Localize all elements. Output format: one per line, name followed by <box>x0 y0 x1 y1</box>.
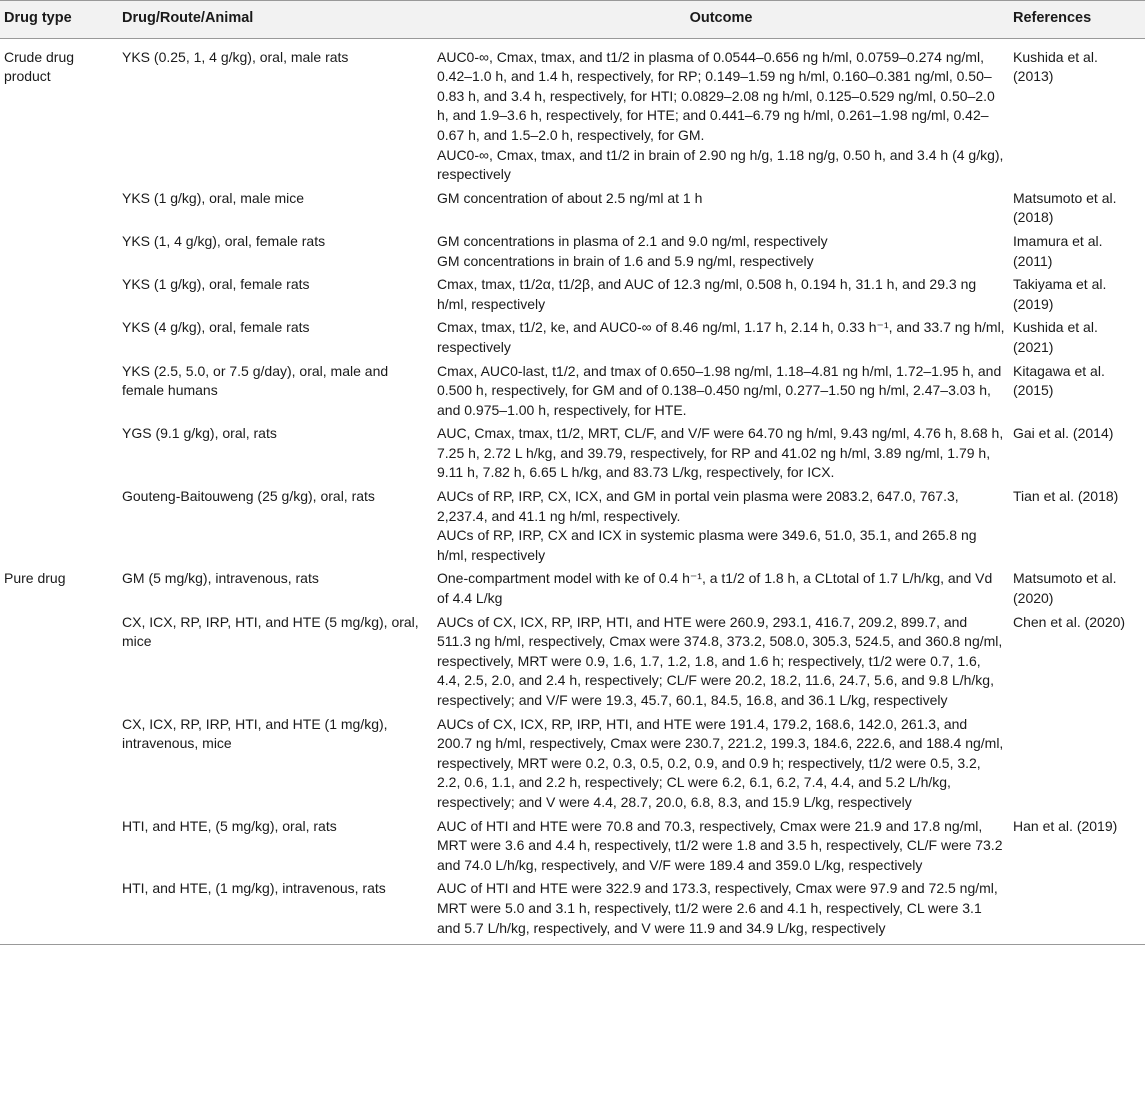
table-row <box>0 816 1145 879</box>
outcome-line: AUCs of CX, ICX, RP, IRP, HTI, and HTE were 260.9, 293.1, 416.7, 209.2, 899.7, and 511.3 ng h/ml, respectively, Cmax were 374.8, 373.2, 508.0, 305.3, 524.5, and 360.8 ng/ml, respectively, MRT were 0.9, 1.6, 1.7, 1.2, 1.8, and 1.6 h; respectively, t1/2 were 0.7, 1.6, 4.4, 2.5, 2.0, and 2.4 h, respectively; CL/F were 20.2, 18.2, 11.6, 24.7, 5.6, and 9.8 L/h/kg, respectively; and V/F were 19.3, 45.7, 60.1, 84.5, 16.8, and 36.1 L/kg, respectively <box>437 613 1003 708</box>
outcome-line: AUCs of RP, IRP, CX, ICX, and GM in portal vein plasma were 2083.2, 647.0, 767.3, 2,237.4, and 41.1 ng h/ml, respectively. <box>437 488 959 524</box>
outcome-line: AUC of HTI and HTE were 70.8 and 70.3, respectively, Cmax were 21.9 and 17.8 ng/ml, MRT were 3.6 and 4.4 h, respectively, t1/2 were 1.8 and 3.5 h, respectively, CL/F were 73.2 and 74.0 L/h/kg, respectively, and V/F were 189.4 and 359.0 L/kg, respectively <box>437 817 1003 873</box>
outcome-line: AUCs of CX, ICX, RP, IRP, HTI, and HTE were 191.4, 179.2, 168.6, 142.0, 261.3, and 200.7 ng h/ml, respectively, Cmax were 230.7, 221.2, 199.3, 184.6, 222.6, and 188.4 ng/ml, respectively, MRT were 0.2, 0.3, 0.5, 0.2, 0.9, and 0.9 h; respectively, t1/2 were 0.5, 3.2, 2.2, 0.6, 1.1, and 2.2 h, respectively; CL were 6.2, 6.1, 6.2, 7.4, 4.4, and 5.2 L/h/kg, respectively; and V were 4.4, 28.7, 20.0, 6.8, 8.3, and 15.9 L/kg, respectively <box>437 715 1004 810</box>
table-header-row <box>0 1 1145 39</box>
cell-reference: Matsumoto et al. (2018) <box>1013 189 1117 226</box>
cell-outcome <box>433 816 1009 879</box>
table-row <box>0 231 1145 274</box>
outcome-line: One-compartment model with ke of 0.4 h⁻¹, a t1/2 of 1.8 h, a CLtotal of 1.7 L/h/kg, and Vd of 4.4 L/kg <box>437 570 993 607</box>
cell-outcome <box>433 486 1009 568</box>
cell-drug-type <box>0 231 118 274</box>
outcome-line: AUC of HTI and HTE were 322.9 and 173.3, respectively, Cmax were 97.9 and 72.5 ng/ml, MRT were 5.0 and 3.1 h, respectively, t1/2 were 2.6 and 4.1 h, respectively, CL were 3.1 and 5.7 L/h/kg, respectively, and V were 11.9 and 34.9 L/kg, respectively <box>437 880 998 936</box>
cell-drug-route-animal: YGS (9.1 g/kg), oral, rats <box>122 425 277 442</box>
cell-reference: Gai et al. (2014) <box>1013 425 1114 442</box>
outcome-line: AUCs of RP, IRP, CX and ICX in systemic plasma were 349.6, 51.0, 35.1, and 265.8 ng h/ml, respectively <box>437 527 977 563</box>
cell-reference: Han et al. (2019) <box>1013 817 1118 834</box>
outcome-line: GM concentrations in brain of 1.6 and 5.9 ng/ml, respectively <box>437 252 814 269</box>
table-row <box>0 38 1145 188</box>
table-row <box>0 714 1145 816</box>
cell-drug-route-animal: GM (5 mg/kg), intravenous, rats <box>122 570 319 587</box>
header-references: References <box>1009 1 1145 39</box>
cell-outcome <box>433 38 1009 188</box>
cell-drug-type <box>0 878 118 944</box>
table-row <box>0 878 1145 944</box>
outcome-line: Cmax, tmax, t1/2, ke, and AUC0-∞ of 8.46 ng/ml, 1.17 h, 2.14 h, 0.33 h⁻¹, and 33.7 ng h/ml, respectively <box>437 319 1005 355</box>
cell-drug-type <box>0 816 118 879</box>
outcome-line: GM concentrations in plasma of 2.1 and 9.0 ng/ml, respectively <box>437 232 828 249</box>
cell-drug-type <box>0 714 118 816</box>
outcome-line: Cmax, tmax, t1/2α, t1/2β, and AUC of 12.3 ng/ml, 0.508 h, 0.194 h, 31.1 h, and 29.3 ng h/ml, respectively <box>437 276 977 312</box>
cell-drug-route-animal: YKS (1 g/kg), oral, female rats <box>122 276 310 293</box>
cell-outcome <box>433 231 1009 274</box>
outcome-line: AUC, Cmax, tmax, t1/2, MRT, CL/F, and V/F were 64.70 ng h/ml, 9.43 ng/ml, 4.76 h, 8.68 h, 7.25 h, 2.72 L h/kg, and 39.79, respectively, for RP and 41.02 ng h/ml, 3.89 ng/ml, 1.79 h, 9.11 h, 7.82 h, 6.65 L h/kg, and 83.73 L/kg, respectively, for ICX. <box>437 425 1004 481</box>
table-row <box>0 486 1145 568</box>
cell-drug-type <box>0 274 118 317</box>
cell-reference: Kitagawa et al. (2015) <box>1013 362 1105 399</box>
table-row <box>0 423 1145 486</box>
cell-outcome <box>433 612 1009 714</box>
cell-outcome <box>433 188 1009 231</box>
header-drug-route-animal: Drug/Route/Animal <box>118 1 433 39</box>
cell-reference: Tian et al. (2018) <box>1013 488 1119 505</box>
outcome-line: Cmax, AUC0-last, t1/2, and tmax of 0.650–1.98 ng/ml, 1.18–4.81 ng h/ml, 1.72–1.95 h, and 0.500 h, respectively, for GM and of 0.138–0.450 ng/ml, 0.277–1.50 ng h/ml, 2.47–3.03 h, and 0.975–1.00 h, respectively, for HTE. <box>437 362 1002 418</box>
cell-outcome <box>433 361 1009 424</box>
cell-reference: Imamura et al. (2011) <box>1013 232 1103 269</box>
cell-drug-type <box>0 612 118 714</box>
cell-drug-route-animal: HTI, and HTE, (1 mg/kg), intravenous, rats <box>118 878 433 944</box>
cell-drug-route-animal: CX, ICX, RP, IRP, HTI, and HTE (5 mg/kg), oral, mice <box>122 613 419 650</box>
table-row <box>0 317 1145 360</box>
table-row <box>0 274 1145 317</box>
table-row <box>0 361 1145 424</box>
cell-outcome <box>433 274 1009 317</box>
cell-outcome <box>433 317 1009 360</box>
cell-drug-type <box>0 423 118 486</box>
header-outcome: Outcome <box>433 1 1009 39</box>
cell-outcome <box>433 568 1009 611</box>
table-row <box>0 612 1145 714</box>
cell-reference <box>1009 878 1145 944</box>
cell-drug-route-animal: Gouteng-Baitouweng (25 g/kg), oral, rats <box>122 488 375 505</box>
cell-drug-route-animal: HTI, and HTE, (5 mg/kg), oral, rats <box>122 817 337 834</box>
header-drug-type: Drug type <box>0 1 118 39</box>
cell-outcome <box>433 423 1009 486</box>
outcome-line: AUC0-∞, Cmax, tmax, and t1/2 in brain of 2.90 ng h/g, 1.18 ng/g, 0.50 h, and 3.4 h (4 g/kg), respectively <box>437 146 1004 183</box>
cell-outcome <box>433 714 1009 816</box>
cell-outcome <box>433 878 1009 944</box>
cell-reference <box>1009 714 1145 816</box>
cell-reference: Chen et al. (2020) <box>1013 613 1126 630</box>
cell-drug-type: Crude drug product <box>4 48 75 85</box>
table-row <box>0 188 1145 231</box>
cell-drug-route-animal: YKS (4 g/kg), oral, female rats <box>122 319 310 336</box>
outcome-line: GM concentration of about 2.5 ng/ml at 1 h <box>437 189 703 206</box>
cell-drug-type <box>0 188 118 231</box>
cell-reference: Matsumoto et al. (2020) <box>1013 570 1117 607</box>
cell-drug-route-animal: CX, ICX, RP, IRP, HTI, and HTE (1 mg/kg), intravenous, mice <box>122 715 388 752</box>
cell-drug-route-animal: YKS (0.25, 1, 4 g/kg), oral, male rats <box>122 48 349 65</box>
cell-drug-route-animal: YKS (1, 4 g/kg), oral, female rats <box>122 232 326 249</box>
cell-drug-type <box>0 486 118 568</box>
cell-drug-route-animal: YKS (2.5, 5.0, or 7.5 g/day), oral, male and female humans <box>122 362 389 399</box>
cell-reference: Takiyama et al. (2019) <box>1013 276 1107 312</box>
cell-reference: Kushida et al. (2021) <box>1013 319 1098 355</box>
cell-drug-route-animal: YKS (1 g/kg), oral, male mice <box>122 189 305 206</box>
table-row <box>0 568 1145 611</box>
cell-drug-type: Pure drug <box>4 570 66 587</box>
cell-drug-type <box>0 317 118 360</box>
cell-drug-type <box>0 361 118 424</box>
outcome-line: AUC0-∞, Cmax, tmax, and t1/2 in plasma of 0.0544–0.656 ng h/ml, 0.0759–0.274 ng/ml, 0.42–1.0 h, and 1.4 h, respectively, for RP; 0.149–1.59 ng h/ml, 0.160–0.381 ng/ml, 0.50–0.83 h, and 3.4 h, respectively, for HTI; 0.0829–2.08 ng h/ml, 0.125–0.529 ng/ml, 0.50–2.0 h, and 1.9–3.6 h, respectively, for HTE; and 0.441–6.79 ng h/ml, 0.261–1.98 ng/ml, 0.42–0.67 h, and 1.5–2.0 h, respectively, for GM. <box>437 48 995 143</box>
cell-reference: Kushida et al. (2013) <box>1013 48 1098 85</box>
